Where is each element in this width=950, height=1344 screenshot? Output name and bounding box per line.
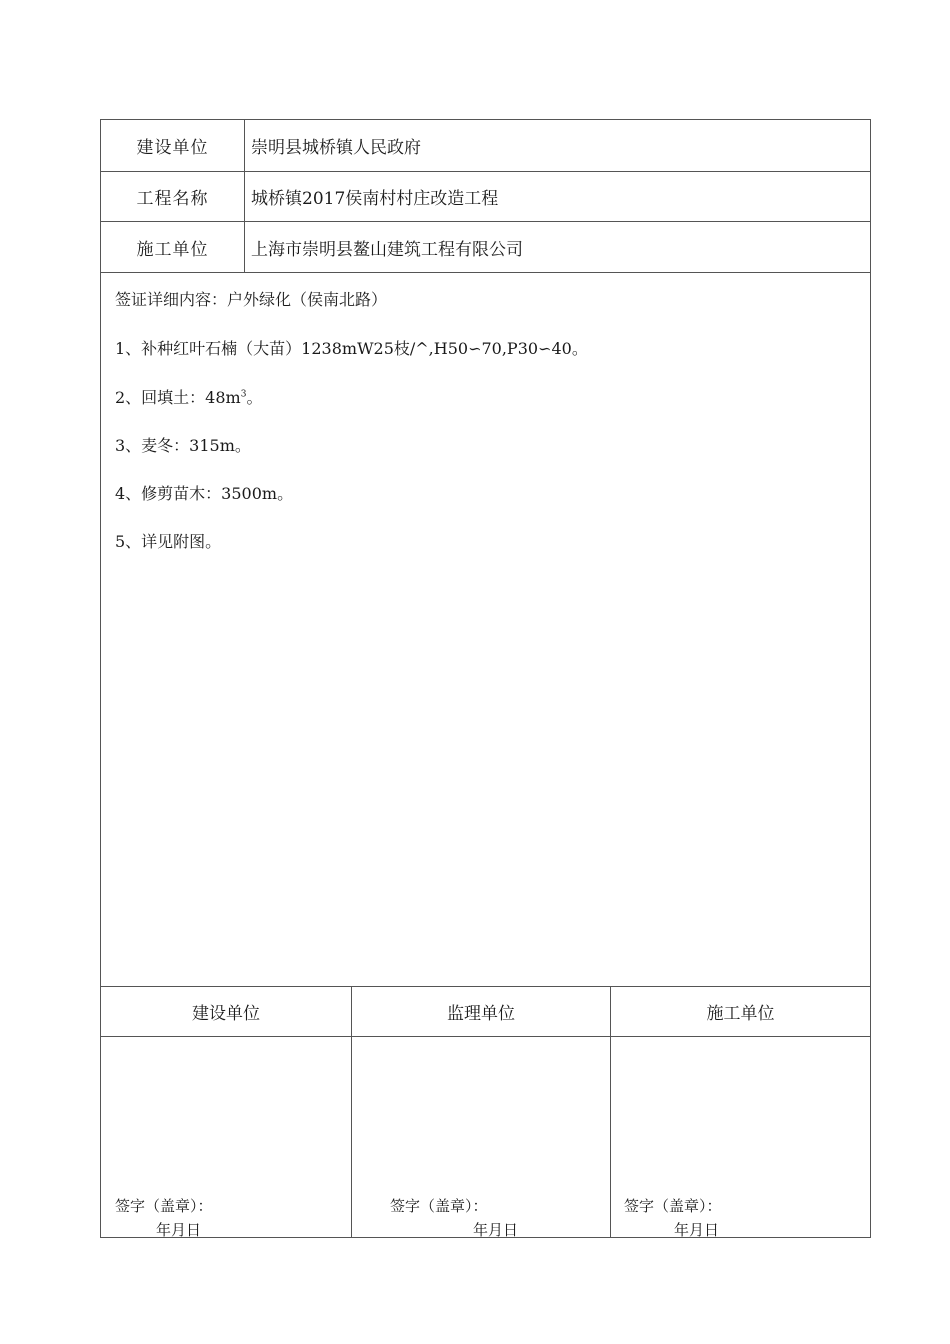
- header-value: 上海市崇明县鳌山建筑工程有限公司: [251, 239, 523, 260]
- header-row-owner: [101, 120, 870, 172]
- visa-content: [101, 273, 870, 987]
- signature-body-row: [101, 1037, 870, 1237]
- column-title: 监理单位: [447, 1004, 515, 1024]
- header-value: 崇明县城桥镇人民政府: [251, 138, 421, 158]
- header-row-project: [101, 172, 870, 222]
- header-label: 建设单位: [101, 120, 245, 171]
- signature-header-row: [101, 987, 870, 1037]
- content-item: 5、详见附图。: [115, 532, 222, 551]
- header-row-contractor: [101, 222, 870, 273]
- content-heading: 签证详细内容：户外绿化（侯南北路）: [115, 290, 388, 309]
- signature-label: 签字（盖章）：: [390, 1197, 488, 1215]
- date-label: 年月日: [156, 1221, 202, 1239]
- content-item: 4、修剪苗木：3500m。: [115, 484, 294, 503]
- visa-form-table: [100, 119, 871, 1238]
- content-item: [115, 385, 262, 408]
- signature-label: 签字（盖章）：: [624, 1197, 722, 1215]
- content-item-text: 2、回填土：48m: [115, 388, 241, 407]
- content-item: 3、麦冬：315m。: [115, 436, 251, 455]
- signature-col-supervisor: [352, 987, 611, 1036]
- column-title: 建设单位: [192, 1004, 260, 1024]
- header-value: 城桥镇2017侯南村村庄改造工程: [251, 189, 499, 209]
- signature-col-owner: [101, 987, 352, 1036]
- signature-label: 签字（盖章）：: [115, 1197, 213, 1215]
- date-label: 年月日: [473, 1221, 519, 1239]
- column-title: 施工单位: [706, 1004, 775, 1024]
- header-label: 工程名称: [101, 172, 245, 221]
- date-label: 年月日: [674, 1221, 720, 1239]
- signature-area-contractor: [611, 1037, 870, 1237]
- content-item-tail: 。: [246, 388, 263, 407]
- signature-col-contractor: [611, 987, 870, 1036]
- content-item: 1、补种红叶石楠（大苗）1238mW25枝/^,H50∽70,P30∽40。: [115, 339, 588, 358]
- header-label: 施工单位: [101, 222, 245, 272]
- superscript: 3: [240, 389, 247, 400]
- signature-area-owner: [101, 1037, 352, 1237]
- signature-area-supervisor: [352, 1037, 611, 1237]
